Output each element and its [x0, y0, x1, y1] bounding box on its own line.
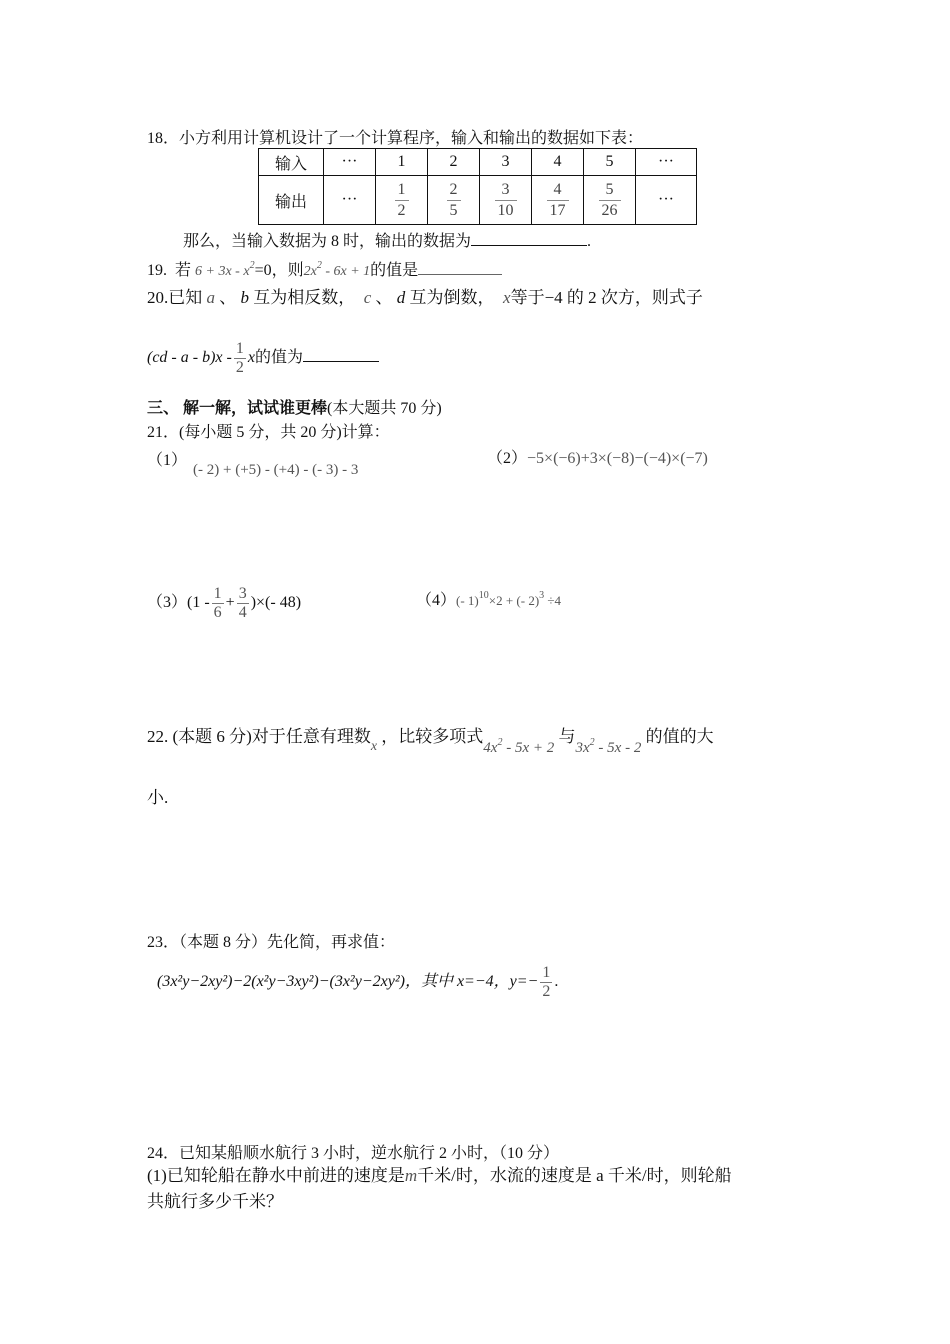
- input-label: 输入: [259, 149, 324, 176]
- polynomial-1: $4x^2 - 5x + 2$: [483, 737, 555, 756]
- fraction-one-sixth: $\frac{1}{6}$: [213, 585, 222, 621]
- var-d: d: [396, 288, 406, 307]
- output-fraction: $\frac{1}{2}$: [395, 180, 409, 221]
- fraction-three-quarters: $\frac{3}{4}$: [238, 585, 247, 621]
- q23-stem: [147, 932, 395, 954]
- q20-text: 互为相反数，: [253, 288, 356, 307]
- q22-text: ，比较多项式: [381, 727, 484, 746]
- expr-part: )×(- 48): [250, 594, 302, 612]
- q24-text: 已知某船顺水航行 3 小时，逆水航行 2 小时，（10 分）: [179, 1145, 560, 1162]
- q18-followup-text: 那么，当输入数据为 8 时，输出的数据为: [183, 233, 472, 250]
- q23-end: .: [554, 973, 559, 991]
- q19-suffix: 的值是: [370, 262, 419, 279]
- fraction-half: $\frac{1}{2}$: [235, 340, 244, 376]
- q21-part1-expression: (- 2) + (+5) - (+4) - (- 3) - 3: [193, 462, 359, 478]
- part-label: （2）: [487, 450, 528, 467]
- q21-stem: [147, 422, 390, 444]
- section-note: (本大题共 70 分): [327, 400, 442, 417]
- q21-part1: [147, 450, 187, 472]
- q20-text: 互为倒数，: [409, 288, 495, 307]
- q23-expr: (3x²y−2xy²)−2(x²y−3xy²)−(3x²y−2xy²)，其中 x=−4，y=−: [157, 973, 539, 991]
- var-x: x: [503, 288, 511, 307]
- q19-equation: $6 + 3x - x^2$: [195, 260, 255, 279]
- q22-label: 22.: [147, 727, 169, 746]
- q23-text: （本题 8 分）先化简，再求值：: [179, 934, 396, 951]
- q20-expr-b: x: [247, 349, 255, 367]
- table-row-input: [259, 149, 697, 176]
- section-3-heading: [147, 398, 442, 420]
- q21-part2: [487, 448, 708, 470]
- input-cell: 3: [480, 149, 532, 176]
- q19-eq-tail: =0，则: [254, 262, 304, 279]
- var-c: c: [363, 288, 372, 307]
- q19-label: 19.: [147, 262, 167, 279]
- q22-stem: [147, 722, 714, 756]
- q19-expression: $2x^2 - 6x + 1$: [303, 260, 371, 279]
- q23-label: 23．: [147, 934, 180, 951]
- q24-part1-text: (1)已知轮船在静水中前进的速度是: [147, 1166, 405, 1185]
- plus-sign: +: [225, 594, 235, 612]
- output-cell: [532, 176, 584, 225]
- output-fraction: $\frac{2}{5}$: [447, 180, 461, 221]
- q23-expression: [157, 964, 558, 1001]
- var-b: b: [240, 288, 249, 307]
- var-x: x: [370, 739, 378, 754]
- q18-label: 18．: [147, 130, 180, 147]
- input-ellipsis-left: ···: [324, 149, 376, 176]
- q24-label: 24．: [147, 1145, 180, 1162]
- q21-part3: [147, 585, 301, 622]
- q18-answer-blank[interactable]: [471, 229, 587, 246]
- output-cell: [428, 176, 480, 225]
- section-title: 三、 解一解，试试谁更棒: [147, 400, 328, 417]
- q22-continuation: 小.: [147, 788, 169, 807]
- q18-followup: [183, 229, 591, 253]
- q24-part1-continuation: 共航行多少千米？: [147, 1192, 283, 1211]
- output-fraction: $\frac{4}{17}$: [547, 180, 569, 221]
- output-fraction: $\frac{3}{10}$: [495, 180, 517, 221]
- q24-part1: [147, 1165, 732, 1187]
- var-m: m: [404, 1166, 418, 1185]
- q22-text: 的值的大: [645, 727, 714, 746]
- q24-stem: [147, 1143, 559, 1165]
- input-cell: 2: [428, 149, 480, 176]
- output-fraction: $\frac{5}{26}$: [599, 180, 621, 221]
- q20-text: 、: [375, 288, 393, 307]
- output-label: 输出: [259, 176, 324, 225]
- q20-text: 、: [219, 288, 237, 307]
- input-ellipsis-right: ···: [636, 149, 697, 176]
- input-cell: 4: [532, 149, 584, 176]
- q20-label: 20.: [147, 288, 169, 307]
- part-label: （4）: [416, 592, 457, 609]
- q20-stem: [147, 287, 703, 309]
- q22-text: (本题 6 分)对于任意有理数: [172, 727, 371, 746]
- q18-text: 小方利用计算机设计了一个计算程序，输入和输出的数据如下表：: [179, 130, 644, 147]
- q21-label: 21．: [147, 424, 180, 441]
- input-cell: 5: [584, 149, 636, 176]
- q18-end: .: [587, 233, 592, 250]
- part-label: （1）: [147, 452, 188, 469]
- var-a: a: [206, 288, 215, 307]
- q19-answer-blank[interactable]: [418, 258, 502, 275]
- q21-text: (每小题 5 分，共 20 分)计算：: [179, 424, 390, 441]
- q20-suffix: 的值为: [254, 349, 303, 367]
- q22-text: 与: [558, 727, 576, 746]
- q18-io-table: [258, 148, 697, 225]
- part-label: （3）: [147, 594, 188, 612]
- fraction-half: $\frac{1}{2}$: [542, 964, 551, 1000]
- q19-prefix: 若: [175, 262, 192, 279]
- q20-text: 等于−4 的 2 次方，则式子: [510, 288, 703, 307]
- input-cell: 1: [376, 149, 428, 176]
- output-cell: [584, 176, 636, 225]
- q21-part4: [416, 585, 561, 612]
- q18-stem: [147, 128, 643, 150]
- q19-stem: [147, 255, 502, 283]
- expr-part: (1 -: [187, 594, 210, 612]
- output-ellipsis-left: ···: [324, 176, 376, 225]
- output-cell: [376, 176, 428, 225]
- q20-expr-a: (cd - a - b)x -: [147, 349, 232, 367]
- q20-expression: [147, 340, 379, 377]
- output-ellipsis-right: ···: [636, 176, 697, 225]
- output-cell: [480, 176, 532, 225]
- q20-text: 已知: [168, 288, 203, 307]
- q24-part1-text: 千米/时，水流的速度是 a 千米/时，则轮船: [417, 1166, 732, 1185]
- table-row-output: [259, 176, 697, 225]
- q21-part4-expression: (- 1)$^{10}$×2 + (- 2)$^3$ ÷4: [456, 590, 562, 608]
- q21-part2-expression: −5×(−6)+3×(−8)−(−4)×(−7): [527, 450, 708, 467]
- polynomial-2: $3x^2 - 5x - 2$: [575, 737, 642, 756]
- q20-answer-blank[interactable]: [303, 345, 379, 362]
